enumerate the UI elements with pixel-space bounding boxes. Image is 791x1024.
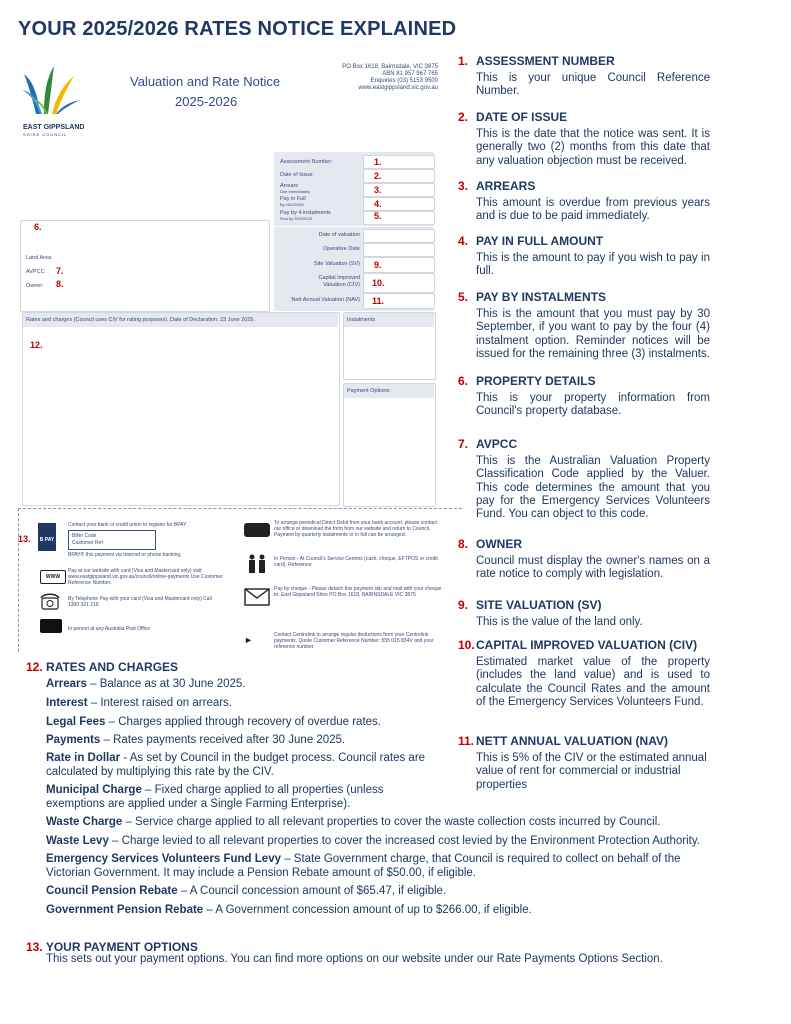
rates-section-heading: 12. RATES AND CHARGES [26, 660, 179, 674]
marker-11: 11. [372, 296, 385, 306]
bpay-instructions: Contact your bank or credit union to register for BPAY [68, 522, 187, 528]
explain-item-5: 5. PAY BY INSTALMENTS This is the amount that you must pay by 30 September, if you want to pay by the four (4) instalment option. Reminder notices will be issued for the remaining three (3) instalments. [458, 290, 710, 360]
www-icon: WWW [40, 570, 66, 584]
rate-line-waste-charge: Waste Charge – Service charge applied to all relevant properties to cover the waste collection costs incurred by Council. [46, 816, 661, 828]
arrears-label: Arrears [280, 183, 299, 189]
rate-line-arrears: Arrears – Balance as at 30 June 2025. [46, 678, 246, 690]
marker-4: 4. [374, 199, 382, 209]
marker-6: 6. [34, 222, 42, 232]
bpay-logo-icon: B PAY [38, 523, 56, 551]
marker-3: 3. [374, 185, 382, 195]
bpay-code-box: Biller Code Customer Ref [68, 530, 156, 550]
direct-debit-icon [244, 523, 270, 537]
rate-line-government-pension-rebate: Government Pension Rebate – A Government concession amount of up to $266.00, if eligible. [46, 904, 532, 916]
rate-line-rate-in-dollar: Rate in Dollar - As set by Council in the budget process. Council rates are calculated by multiplying this rate by the CIV. [46, 752, 426, 778]
explain-item-2: 2. DATE OF ISSUE This is the date that the notice was sent. It is generally two (2) months from this date that any valuation objection must be received. [458, 110, 710, 167]
logo-text: EAST GIPPSLAND [23, 124, 85, 131]
explain-item-1: 1. ASSESSMENT NUMBER This is your unique Council Reference Number. [458, 54, 710, 98]
marker-1: 1. [374, 157, 382, 167]
marker-8: 8. [56, 279, 64, 289]
notice-heading: Valuation and Rate Notice [130, 74, 281, 89]
owner-label: Owner: [26, 283, 44, 289]
civ-label-1: Capital Improved [318, 275, 360, 281]
web-payment-text: Pay at our website with card (Visa and Mastercard only) visit www.eastgippsland.vic.gov.au/council/online-payments Use Customer Reference Number. [68, 568, 223, 586]
land-area-label: Land Area: [26, 255, 53, 261]
marker-9: 9. [374, 260, 382, 270]
marker-2: 2. [374, 171, 382, 181]
marker-5: 5. [374, 211, 382, 221]
site-valuation-label: Site Valuation (SV) [313, 261, 360, 267]
avpcc-label: AVPCC [26, 269, 45, 275]
explain-item-8: 8. OWNER Council must display the owner's names on a rate notice to comply with legislation. [458, 537, 710, 581]
explain-item-11: 11. NETT ANNUAL VALUATION (NAV) This is 5% of the CIV or the estimated annual value of rent for commercial or industrial properties [458, 734, 707, 791]
bpay-note: BPAY® this payment via Internet or phone banking. [68, 552, 182, 558]
direct-debit-text: To arrange periodical Direct Debit from your bank account, please contact our office or download the form from our website and return to Council. Payment by quarterly instalments or in full can be arranged. [274, 520, 437, 538]
rate-line-legal-fees: Legal Fees – Charges applied through recovery of overdue rates. [46, 716, 381, 728]
payment-options-label: Payment Options: [347, 388, 391, 394]
rate-line-waste-levy: Waste Levy – Charge levied to all relevant properties to cover the increased cost levied by the Environment Protection Authority. [46, 835, 700, 847]
explain-item-10: 10.CAPITAL IMPROVED VALUATION (CIV) Estimated market value of the property (includes the land value) and is used to calculate the Council Rates and the amount of the Emergency Services Volunteers Fund. [458, 638, 710, 708]
marker-12: 12. [30, 340, 43, 350]
shire-logo-icon [22, 62, 84, 120]
date-issue-label: Date of Issue: [280, 172, 314, 178]
explain-item-4: 4. PAY IN FULL AMOUNT This is the amount to pay if you wish to pay in full. [458, 234, 710, 278]
logo-subtext: SHIRE COUNCIL [23, 132, 68, 137]
marker-13: 13. [18, 534, 31, 544]
post-office-text: In person at any Australia Post Office [68, 626, 151, 632]
page-title: YOUR 2025/2026 RATES NOTICE EXPLAINED [18, 18, 457, 40]
telephone-icon [40, 592, 60, 610]
explain-item-9: 9. SITE VALUATION (SV) This is the value of the land only. [458, 598, 643, 628]
assessment-label: Assessment Number: [280, 159, 333, 165]
council-address: PO Box 1618, Bairnsdale, VIC 3875 ABN 81 957 967 765 Enquiries (03) 5153 9500 www.eastgippsland.vic.gov.au [342, 64, 438, 91]
post-office-icon [40, 619, 62, 633]
rate-line-esvf-levy: Emergency Services Volunteers Fund Levy – State Government charge, that Council is required to collect on behalf of the Victorian Government. It may include a Pension Rebate amount of $50.00, if eligible. [46, 853, 681, 879]
centrelink-text: Contact Centrelink to arrange regular deductions from your Centrelink payments. Quote Customer Reference Number: 555 015 834V and your reference number. [274, 632, 434, 650]
mail-envelope-icon [244, 588, 270, 606]
marker-7: 7. [56, 266, 64, 276]
explain-item-7: 7. AVPCC This is the Australian Valuation Property Classification Code applied by the Valuer. This code determines the amount that you pay for the Emergency Services Volunteers Fund. You can object to this code. [458, 437, 710, 521]
payment-options-text: This sets out your payment options. You can find more options on our website under our Rate Payments Options Section. [46, 953, 663, 965]
explain-item-6: 6. PROPERTY DETAILS This is your property information from Council's property database. [458, 374, 710, 418]
payment-options-box [343, 383, 436, 507]
rate-line-council-pension-rebate: Council Pension Rebate – A Council concession amount of $65.47, if eligible. [46, 885, 447, 897]
in-person-icon [246, 554, 268, 574]
explain-item-3: 3. ARREARS This amount is overdue from previous years and is due to be paid immediately. [458, 179, 710, 223]
centrelink-icon: ► [244, 635, 253, 645]
rate-line-municipal-charge: Municipal Charge – Fixed charge applied to all properties (unless exemptions are applied under a Single Farming Enterprise). [46, 784, 384, 810]
instalments-label: Instalments [347, 317, 376, 323]
notice-year: 2025-2026 [175, 94, 238, 109]
phone-payment-text: By Telephone Pay with your card (Visa and Mastercard only) Call 1300 321 219 [68, 596, 212, 608]
nav-label: Nett Annual Valuation (NAV) [291, 297, 360, 303]
payment-section-heading: 13. YOUR PAYMENT OPTIONS [26, 940, 198, 954]
rates-notice-sample: EAST GIPPSLAND SHIRE COUNCIL Valuation and Rate Notice 2025-2026 PO Box 1618, Bairnsdale, VIC 3875 ABN 81 957 967 765 Enquiries (03) 5153 9500 www.eastgippsland.vic.gov.au Assessment Number: Date of Issue: Arrears Due Immediately Pay in Full By 15/2/2026 Pay by 4 instalments First by 30/9/2025 1. 2. 3. 4. 5. 6. Land Area: AVPCC 7. Owner: 8. Date of valuation Operative Date Site Valuation (SV) Capital Improved Valuation (CIV) Nett Annual Valuation (NAV) 9. 10. 11. Rates and charges (Council uses CIV for rating purposes). Date of Declaration: 23 June 2025. 12. Instalments Payment Options: 13. B PAY Contact your bank or credit union to register for BPAY Biller Code Customer Ref BPAY® this payment via Internet or phone banking. WWW Pay at our website with card (Visa and Mastercard only) visit www.eastgippsland.vic.gov.au/council/online-payments Use Customer Reference Number. By Telephone Pay with your card (Visa and Mastercard only) Call 1300 321 219 In person at any Australia Post Office To arrange periodical Direct Debit from your bank account, please contact our office or download the form from our website and return to Council. Payment by quarterly instalments or in full can be arranged. In Person - At Council's Service Centres (cash, cheque, EFTPOS or credit card). Reference: Pay by cheque - Please detach this payment slip and mail with your cheque to: East Gippsland Shire PO Box 1618, BAIRNSDALE VIC 3875 ► Contact Centrelink to arrange regular deductions from your Centrelink payments. Quote Customer Reference Number: 555 015 834V and your reference number. [18, 52, 444, 652]
operative-date-label: Operative Date [323, 246, 360, 252]
date-valuation-label: Date of valuation [318, 232, 360, 238]
rates-header-label: Rates and charges (Council uses CIV for rating purposes). Date of Declaration: 23 June 2025. [26, 317, 255, 323]
pay-full-label: Pay in Full [280, 196, 306, 202]
in-person-text: In Person - At Council's Service Centres (cash, cheque, EFTPOS or credit card). Reference: [274, 556, 438, 568]
civ-label-2: Valuation (CIV) [323, 282, 360, 288]
mail-payment-text: Pay by cheque - Please detach this payment slip and mail with your cheque to: East Gippsland Shire PO Box 1618, BAIRNSDALE VIC 3875 [274, 586, 442, 598]
rates-charges-box [22, 312, 340, 506]
marker-10: 10. [372, 278, 385, 288]
rate-line-payments: Payments – Rates payments received after 30 June 2025. [46, 734, 346, 746]
pay-instalments-label: Pay by 4 instalments [280, 210, 331, 216]
rate-line-interest: Interest – Interest raised on arrears. [46, 697, 233, 709]
tear-line [18, 508, 462, 509]
